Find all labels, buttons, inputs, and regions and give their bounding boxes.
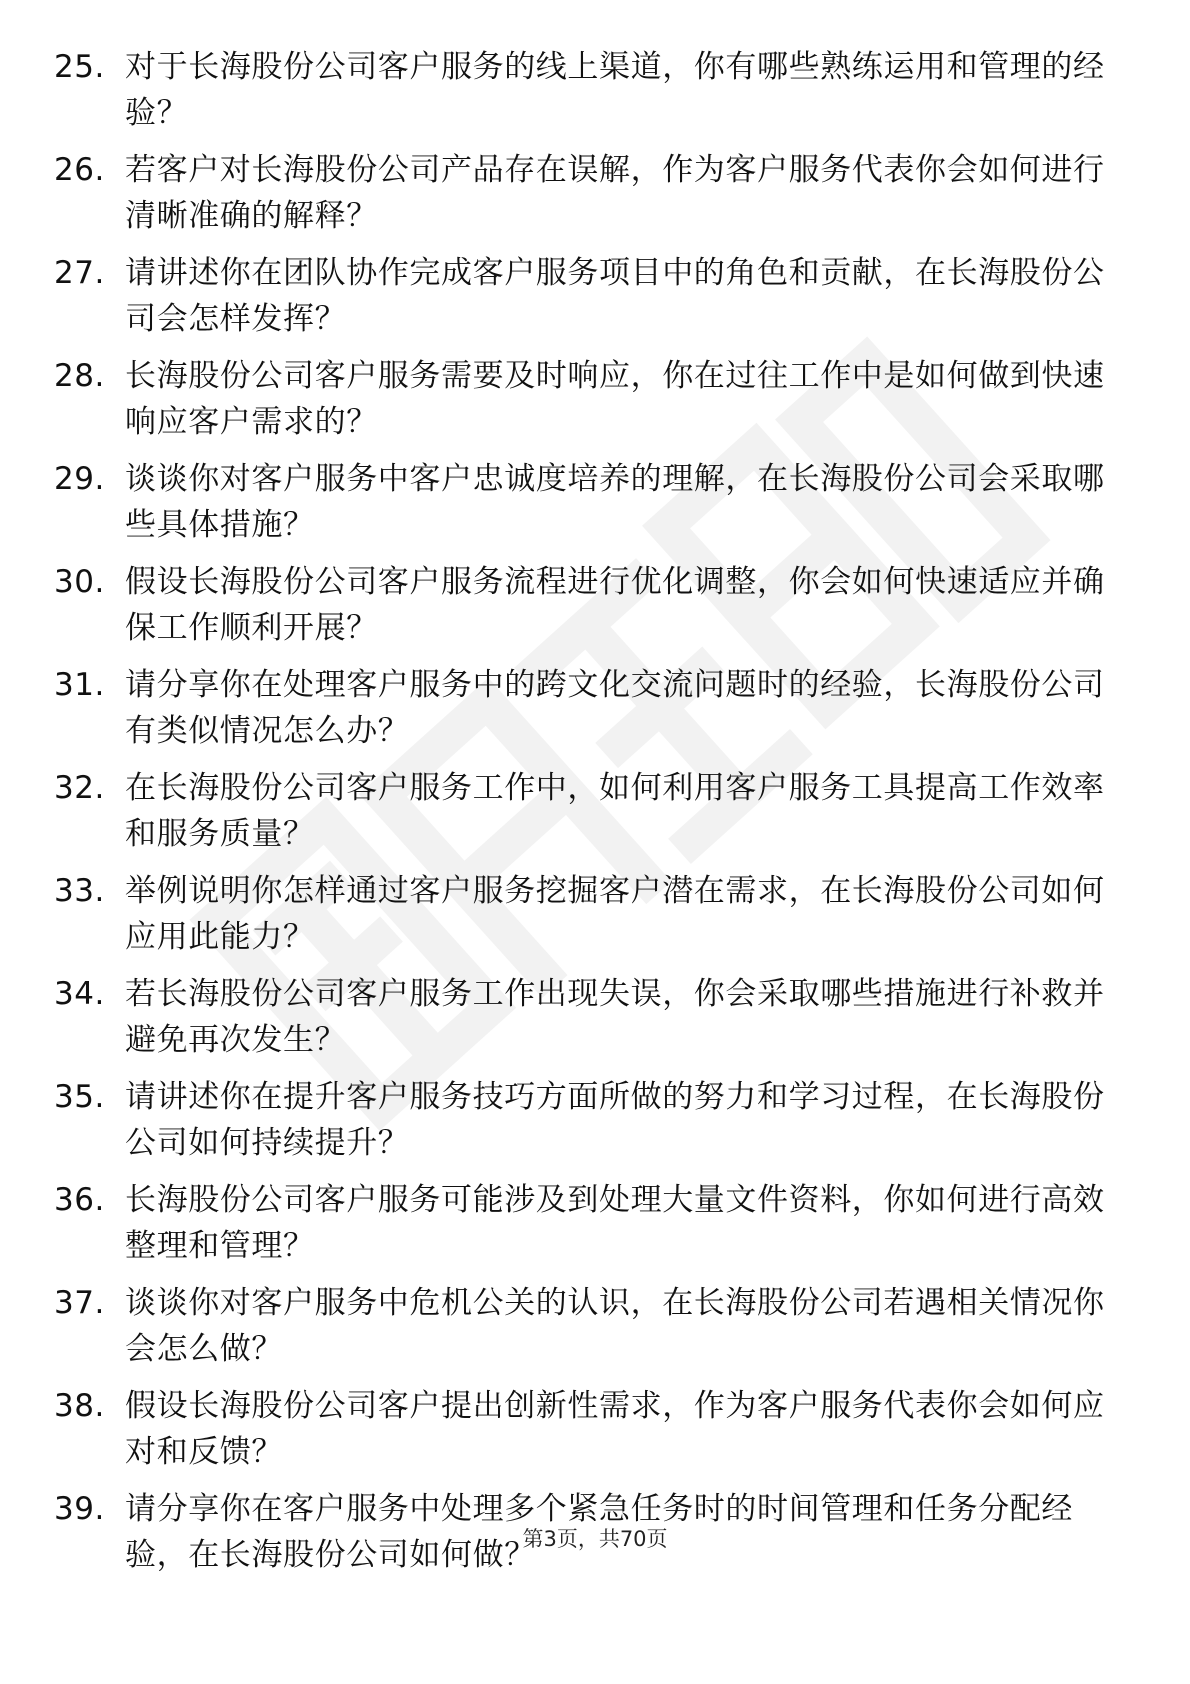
question-number: 31. [54, 667, 105, 703]
question-number: 28. [54, 358, 105, 394]
question-text: 长海股份公司客户服务需要及时响应，你在过往工作中是如何做到快速响应客户需求的？ [125, 358, 1105, 440]
question-text: 长海股份公司客户服务可能涉及到处理大量文件资料，你如何进行高效整理和管理？ [125, 1182, 1105, 1264]
question-text: 谈谈你对客户服务中客户忠诚度培养的理解，在长海股份公司会采取哪些具体措施？ [125, 461, 1105, 543]
question-text: 请分享你在客户服务中处理多个紧急任务时的时间管理和任务分配经验，在长海股份公司如何做？ [125, 1491, 1073, 1573]
question-text: 对于长海股份公司客户服务的线上渠道，你有哪些熟练运用和管理的经验？ [125, 49, 1105, 131]
page-number-label: 第3页，共70页 [522, 1527, 668, 1551]
question-text: 假设长海股份公司客户提出创新性需求，作为客户服务代表你会如何应对和反馈？ [125, 1388, 1105, 1470]
question-text: 请讲述你在团队协作完成客户服务项目中的角色和贡献，在长海股份公司会怎样发挥？ [125, 255, 1105, 337]
question-text: 假设长海股份公司客户服务流程进行优化调整，你会如何快速适应并确保工作顺利开展？ [125, 564, 1105, 646]
question-item [54, 868, 1114, 971]
question-item [54, 559, 1114, 662]
question-item [54, 1280, 1114, 1383]
question-text: 请讲述你在提升客户服务技巧方面所做的努力和学习过程，在长海股份公司如何持续提升？ [125, 1079, 1105, 1161]
question-number: 26. [54, 152, 105, 188]
question-item [54, 1074, 1114, 1177]
question-text: 请分享你在处理客户服务中的跨文化交流问题时的经验，长海股份公司有类似情况怎么办？ [125, 667, 1105, 749]
question-item [54, 971, 1114, 1074]
question-number: 37. [54, 1285, 105, 1321]
question-item [54, 250, 1114, 353]
question-item [54, 765, 1114, 868]
question-number: 25. [54, 49, 105, 85]
question-number: 27. [54, 255, 105, 291]
question-text: 若客户对长海股份公司产品存在误解，作为客户服务代表你会如何进行清晰准确的解释？ [125, 152, 1105, 234]
question-text: 谈谈你对客户服务中危机公关的认识，在长海股份公司若遇相关情况你会怎么做？ [125, 1285, 1105, 1367]
question-number: 36. [54, 1182, 105, 1218]
question-number: 38. [54, 1388, 105, 1424]
question-item [54, 44, 1114, 147]
question-number: 29. [54, 461, 105, 497]
question-item [54, 662, 1114, 765]
question-list [54, 44, 1114, 1589]
question-item [54, 1177, 1114, 1280]
question-item [54, 147, 1114, 250]
question-text: 举例说明你怎样通过客户服务挖掘客户潜在需求，在长海股份公司如何应用此能力？ [125, 873, 1105, 955]
question-item [54, 353, 1114, 456]
question-text: 若长海股份公司客户服务工作出现失误，你会采取哪些措施进行补救并避免再次发生？ [125, 976, 1105, 1058]
question-number: 30. [54, 564, 105, 600]
question-number: 34. [54, 976, 105, 1012]
question-item [54, 1383, 1114, 1486]
question-number: 39. [54, 1491, 105, 1527]
question-item [54, 456, 1114, 559]
question-number: 33. [54, 873, 105, 909]
page-footer [0, 1524, 1190, 1554]
question-number: 32. [54, 770, 105, 806]
question-number: 35. [54, 1079, 105, 1115]
question-text: 在长海股份公司客户服务工作中，如何利用客户服务工具提高工作效率和服务质量？ [125, 770, 1105, 852]
